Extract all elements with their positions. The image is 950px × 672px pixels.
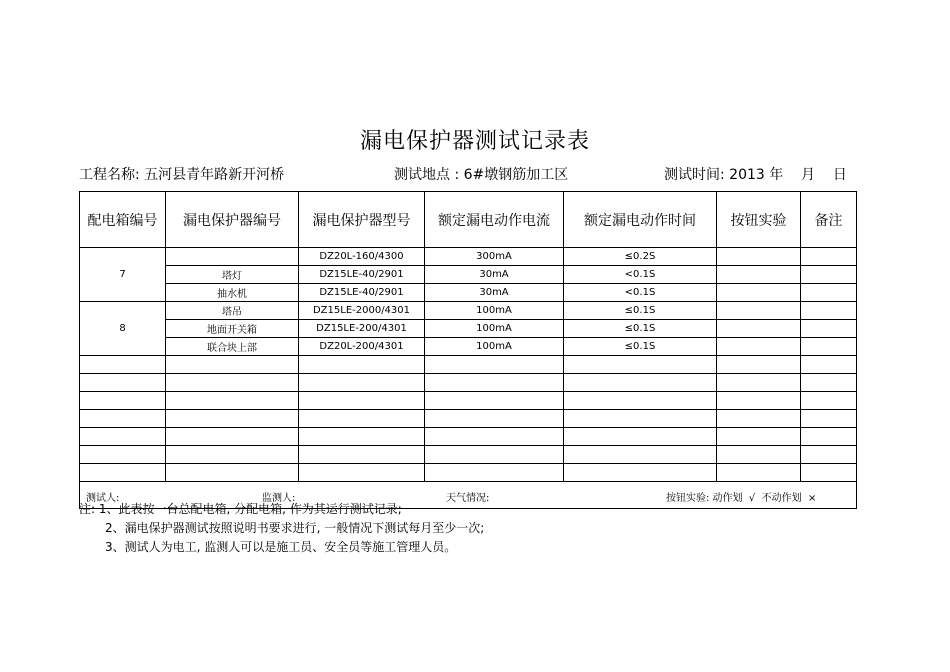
device-cell: 地面开关箱 xyxy=(166,320,299,338)
empty-cell xyxy=(166,464,299,482)
empty-cell xyxy=(299,392,425,410)
test-time xyxy=(664,164,847,184)
empty-cell xyxy=(425,374,564,392)
model-cell: DZ15LE-40/2901 xyxy=(299,284,425,302)
empty-cell xyxy=(801,356,857,374)
button-test-cell xyxy=(717,284,801,302)
device-cell xyxy=(166,248,299,266)
empty-cell xyxy=(299,446,425,464)
note-item: 注: 1、此表按一台总配电箱, 分配电箱, 作为其运行测试记录; xyxy=(79,502,402,516)
model-cell: DZ15LE-40/2901 xyxy=(299,266,425,284)
table-row xyxy=(80,338,857,356)
empty-cell xyxy=(166,446,299,464)
box-number: 8 xyxy=(80,302,166,356)
empty-cell xyxy=(801,464,857,482)
remark-cell xyxy=(801,266,857,284)
remark-cell xyxy=(801,338,857,356)
note-item: 2、漏电保护器测试按照说明书要求进行, 一般情况下测试每月至少一次; xyxy=(105,521,485,535)
col-header: 额定漏电动作时间 xyxy=(564,192,717,248)
note-item: 3、测试人为电工, 监测人可以是施工员、安全员等施工管理人员。 xyxy=(105,540,457,554)
empty-cell xyxy=(717,356,801,374)
empty-cell xyxy=(80,410,166,428)
current-cell: 100mA xyxy=(425,302,564,320)
empty-cell xyxy=(717,464,801,482)
current-cell: 300mA xyxy=(425,248,564,266)
empty-cell xyxy=(564,464,717,482)
empty-cell xyxy=(801,410,857,428)
empty-cell xyxy=(564,374,717,392)
time-label: 测试时间: xyxy=(664,167,725,183)
project-name xyxy=(79,164,284,184)
empty-cell xyxy=(166,410,299,428)
table-row xyxy=(80,248,857,266)
test-location xyxy=(394,164,568,184)
location-label: 测试地点 : xyxy=(394,167,460,183)
remark-cell xyxy=(801,248,857,266)
empty-cell xyxy=(425,446,564,464)
empty-cell xyxy=(801,446,857,464)
tester-label: 测试人: xyxy=(86,493,120,504)
empty-cell xyxy=(80,464,166,482)
empty-cell xyxy=(717,428,801,446)
notes xyxy=(79,500,484,557)
time-cell: <0.1S xyxy=(564,284,717,302)
col-header: 漏电保护器编号 xyxy=(166,192,299,248)
empty-row xyxy=(80,446,857,464)
time-cell: ≤0.1S xyxy=(564,338,717,356)
empty-cell xyxy=(425,410,564,428)
current-cell: 30mA xyxy=(425,266,564,284)
table-row xyxy=(80,284,857,302)
empty-cell xyxy=(299,464,425,482)
empty-cell xyxy=(717,374,801,392)
empty-cell xyxy=(425,356,564,374)
supervisor-label: 监测人: xyxy=(262,493,296,504)
empty-cell xyxy=(299,374,425,392)
empty-cell xyxy=(166,356,299,374)
table-header-row xyxy=(80,192,857,248)
empty-cell xyxy=(801,428,857,446)
empty-cell xyxy=(425,464,564,482)
button-test-legend: 按钮实验: 动作划 √ 不动作划 × xyxy=(666,493,817,504)
device-cell: 抽水机 xyxy=(166,284,299,302)
remark-cell xyxy=(801,284,857,302)
empty-row xyxy=(80,464,857,482)
remark-cell xyxy=(801,302,857,320)
empty-cell xyxy=(564,446,717,464)
device-cell: 联合块上部 xyxy=(166,338,299,356)
weather-label: 天气情况: xyxy=(446,493,490,504)
empty-row xyxy=(80,374,857,392)
empty-cell xyxy=(564,428,717,446)
empty-cell xyxy=(166,428,299,446)
project-label: 工程名称: xyxy=(79,167,140,183)
empty-cell xyxy=(717,410,801,428)
empty-cell xyxy=(80,392,166,410)
location-value: 6#墩钢筋加工区 xyxy=(463,167,569,183)
empty-cell xyxy=(425,428,564,446)
current-cell: 100mA xyxy=(425,320,564,338)
table-row xyxy=(80,320,857,338)
empty-cell xyxy=(425,392,564,410)
current-cell: 100mA xyxy=(425,338,564,356)
project-value: 五河县青年路新开河桥 xyxy=(144,167,285,183)
col-header: 额定漏电动作电流 xyxy=(425,192,564,248)
model-cell: DZ20L-200/4301 xyxy=(299,338,425,356)
empty-cell xyxy=(564,356,717,374)
empty-cell xyxy=(801,392,857,410)
empty-cell xyxy=(80,446,166,464)
model-cell: DZ20L-160/4300 xyxy=(299,248,425,266)
current-cell: 30mA xyxy=(425,284,564,302)
empty-row xyxy=(80,410,857,428)
remark-cell xyxy=(801,320,857,338)
empty-row xyxy=(80,428,857,446)
col-header: 配电箱编号 xyxy=(80,192,166,248)
empty-cell xyxy=(717,446,801,464)
time-cell: <0.1S xyxy=(564,266,717,284)
time-cell: ≤0.1S xyxy=(564,320,717,338)
button-test-cell xyxy=(717,248,801,266)
button-test-cell xyxy=(717,266,801,284)
time-cell: ≤0.2S xyxy=(564,248,717,266)
time-cell: ≤0.1S xyxy=(564,302,717,320)
empty-cell xyxy=(166,374,299,392)
empty-cell xyxy=(299,428,425,446)
empty-cell xyxy=(564,410,717,428)
device-cell: 塔吊 xyxy=(166,302,299,320)
button-test-cell xyxy=(717,338,801,356)
time-value: 2013 年 月 日 xyxy=(729,167,847,183)
table-row xyxy=(80,302,857,320)
button-test-cell xyxy=(717,320,801,338)
empty-cell xyxy=(299,356,425,374)
record-table xyxy=(79,191,857,509)
document-title: 漏电保护器测试记录表 xyxy=(359,129,590,154)
empty-cell xyxy=(80,374,166,392)
model-cell: DZ15LE-200/4301 xyxy=(299,320,425,338)
empty-row xyxy=(80,392,857,410)
device-cell: 塔灯 xyxy=(166,266,299,284)
empty-cell xyxy=(80,428,166,446)
button-test-cell xyxy=(717,302,801,320)
empty-cell xyxy=(80,356,166,374)
empty-cell xyxy=(801,374,857,392)
col-header: 备注 xyxy=(801,192,857,248)
empty-cell xyxy=(299,410,425,428)
empty-cell xyxy=(717,392,801,410)
col-header: 漏电保护器型号 xyxy=(299,192,425,248)
col-header: 按钮实验 xyxy=(717,192,801,248)
model-cell: DZ15LE-2000/4301 xyxy=(299,302,425,320)
empty-cell xyxy=(166,392,299,410)
box-number: 7 xyxy=(80,248,166,302)
empty-cell xyxy=(564,392,717,410)
table-row xyxy=(80,266,857,284)
empty-row xyxy=(80,356,857,374)
